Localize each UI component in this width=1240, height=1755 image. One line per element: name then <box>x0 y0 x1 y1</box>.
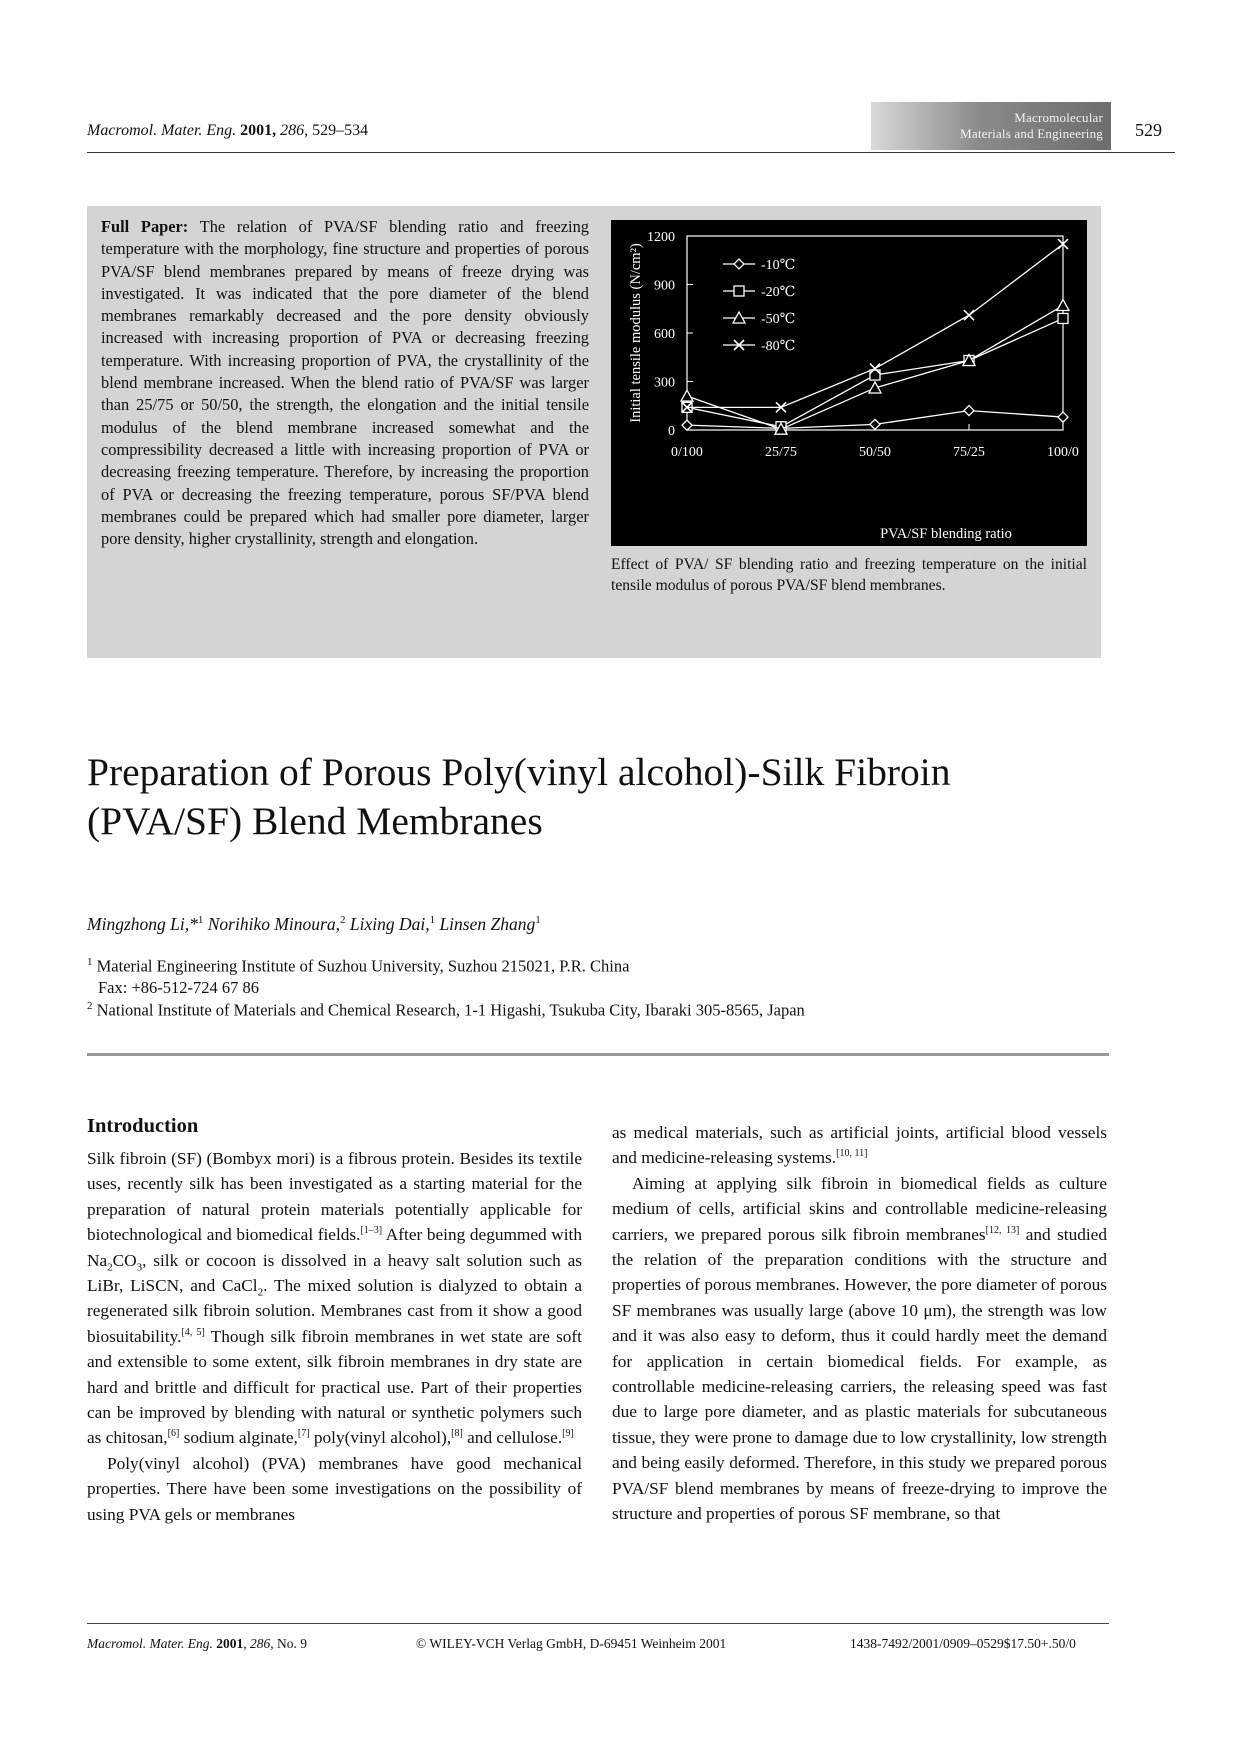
figure-caption: Effect of PVA/ SF blending ratio and freezing temperature on the initial tensile modulus of porous PVA/SF blend membranes. <box>611 556 1087 594</box>
graphical-abstract-box <box>87 206 1101 658</box>
affiliation-1-fax: Fax: +86-512-724 67 86 <box>98 978 260 997</box>
x-tick-label: 75/25 <box>953 445 985 460</box>
data-point-series-2 <box>869 382 881 393</box>
legend-marker <box>734 286 744 296</box>
footer-issn: 1438-7492/2001/0909–0529$17.50+.50/0 <box>850 1636 1076 1651</box>
abstract-label: Full Paper: <box>101 217 189 236</box>
data-point-series-0 <box>682 420 692 430</box>
running-header <box>87 108 1175 153</box>
y-tick-label: 300 <box>654 375 675 391</box>
data-point-series-3 <box>964 310 974 320</box>
series-line-2 <box>687 306 1063 430</box>
body-column-right <box>612 1120 1107 1527</box>
y-tick-label: 900 <box>654 278 675 294</box>
x-tick-label: 25/75 <box>765 445 797 460</box>
x-tick-label: 50/50 <box>859 445 891 460</box>
y-axis-label: Initial tensile modulus (N/cm²) <box>628 243 644 423</box>
title-line-1: Preparation of Porous Poly(vinyl alcohol)-Silk Fibroin <box>87 750 951 794</box>
footer-journal-ref: Macromol. Mater. Eng. 2001, 286, No. 9 <box>87 1636 307 1651</box>
banner-line-1: Macromolecular <box>1014 110 1103 125</box>
title-line-2: (PVA/SF) Blend Membranes <box>87 799 543 843</box>
body-paragraph: as medical materials, such as artificial joints, artificial blood vessels and medicine-releasing systems.[10, 11] <box>612 1123 1107 1168</box>
body-paragraph: Silk fibroin (SF) (Bombyx mori) is a fibrous protein. Besides its textile uses, recently silk has been investigated as a starting material for the preparation of natural protein materials potentially applicable for biotechnological and biomedical fields.[1–3] After being degummed with $Na_2CO_3$, silk or cocoon is dissolved in a heavy salt solution such as LiBr, LiSCN, and CaCl$_2$. The mixed solution is dialyzed to obtain a regenerated silk fibroin solution. Membranes cast from it show a good biosuitability.[4, 5] Though silk fibroin membranes in wet state are soft and extensible to some extent, silk fibroin membranes in dry state are hard and brittle and difficult for practical use. Part of their properties can be improved by blending with natural or synthetic polymers such as chitosan,[6] sodium alginate,[7] poly(vinyl alcohol),[8] and cellulose.[9] <box>87 1149 583 1448</box>
legend-label: -50℃ <box>761 312 796 327</box>
paper-title <box>87 748 1137 846</box>
section-heading-introduction: Introduction <box>87 1115 199 1137</box>
tensile-modulus-chart <box>611 220 1087 546</box>
legend-marker <box>734 259 744 269</box>
title-divider <box>87 1053 1109 1056</box>
y-tick-label: 0 <box>668 424 675 439</box>
data-point-series-1 <box>1058 313 1068 323</box>
data-point-series-2 <box>1057 300 1069 311</box>
data-point-series-2 <box>681 390 693 401</box>
x-axis-label: PVA/SF blending ratio <box>880 526 1012 542</box>
data-point-series-0 <box>964 406 974 416</box>
legend-label: -20℃ <box>761 285 796 300</box>
legend-label: -10℃ <box>761 258 796 273</box>
data-point-series-0 <box>870 419 880 429</box>
body-column-left <box>87 1112 582 1527</box>
x-tick-label: 0/100 <box>671 445 703 460</box>
body-paragraph: Poly(vinyl alcohol) (PVA) membranes have good mechanical properties. There have been some investigations on the possibility of using PVA gels or membranes <box>87 1453 582 1524</box>
banner-line-2: Materials and Engineering <box>960 126 1103 141</box>
abstract-body: The relation of PVA/SF blending ratio and freezing temperature with the morphology, fine structure and properties of porous PVA/SF blend membranes prepared by means of freeze drying was investigated. It was indicated that the pore diameter of the blend membranes remarkably decreased and the pore density obviously increased with increasing proportion of PVA or decreasing freezing temperature. With increasing proportion of PVA, the crystallinity of the blend membrane increased. When the blend ratio of PVA/SF was larger than 25/75 or 50/50, the strength, the elongation and the initial tensile modulus of the blend membrane increased somewhat and the compressibility decreased a little with increasing proportion of PVA or decreasing freezing temperature. Therefore, by increasing the proportion of PVA or decreasing the freezing temperature, porous SF/PVA blend membranes could be prepared which had smaller pore diameter, larger pore density, higher crystallinity, strength and elongation. <box>101 217 589 549</box>
author-list: Mingzhong Li,*$^1$ Norihiko Minoura,$^2$ Lixing Dai,$^1$ Linsen Zhang$^1$ <box>87 914 541 934</box>
page-number: 529 <box>1135 120 1162 140</box>
data-point-series-0 <box>1058 412 1068 422</box>
affiliation-1: $^1$ Material Engineering Institute of Suzhou University, Suzhou 215021, P.R. China <box>87 956 630 976</box>
footer-copyright: © WILEY-VCH Verlag GmbH, D-69451 Weinheim 2001 <box>416 1636 727 1651</box>
journal-reference: Macromol. Mater. Eng. 2001, 286, 529–534 <box>87 122 369 139</box>
body-paragraph: Aiming at applying silk fibroin in biomedical fields as culture medium of cells, artificial skins and controllable medicine-releasing carriers, we prepared porous silk fibroin membranes[12, 13] and studied the relation of the preparation conditions with the structure and properties of porous membranes. However, the pore diameter of porous SF membranes was usually large (above 10 μm), the strength was low and it was also easy to deform, thus it could hardly meet the demand for application in certain biomedical fields. For example, as controllable medicine-releasing carriers, the releasing speed was fast due to large pore diameter, and as plastic materials for subcutaneous tissue, they were prone to damage due to low crystallinity, low strength and being easily deformed. Therefore, in this study we prepared porous PVA/SF blend membranes by means of freeze-drying to improve the structure and properties of porous SF membrane, so that <box>612 1173 1107 1524</box>
y-tick-label: 1200 <box>647 230 675 245</box>
journal-banner-logo <box>871 102 1111 150</box>
x-tick-label: 100/0 <box>1047 445 1079 460</box>
affiliation-2: $^2$ National Institute of Materials and Chemical Research, 1-1 Higashi, Tsukuba City, Ibaraki 305-8565, Japan <box>87 1000 805 1020</box>
abstract-text <box>101 216 589 550</box>
y-tick-label: 600 <box>654 327 675 342</box>
footer-divider <box>87 1623 1109 1624</box>
figure-chart-panel <box>611 220 1087 546</box>
legend-label: -80℃ <box>761 339 796 354</box>
